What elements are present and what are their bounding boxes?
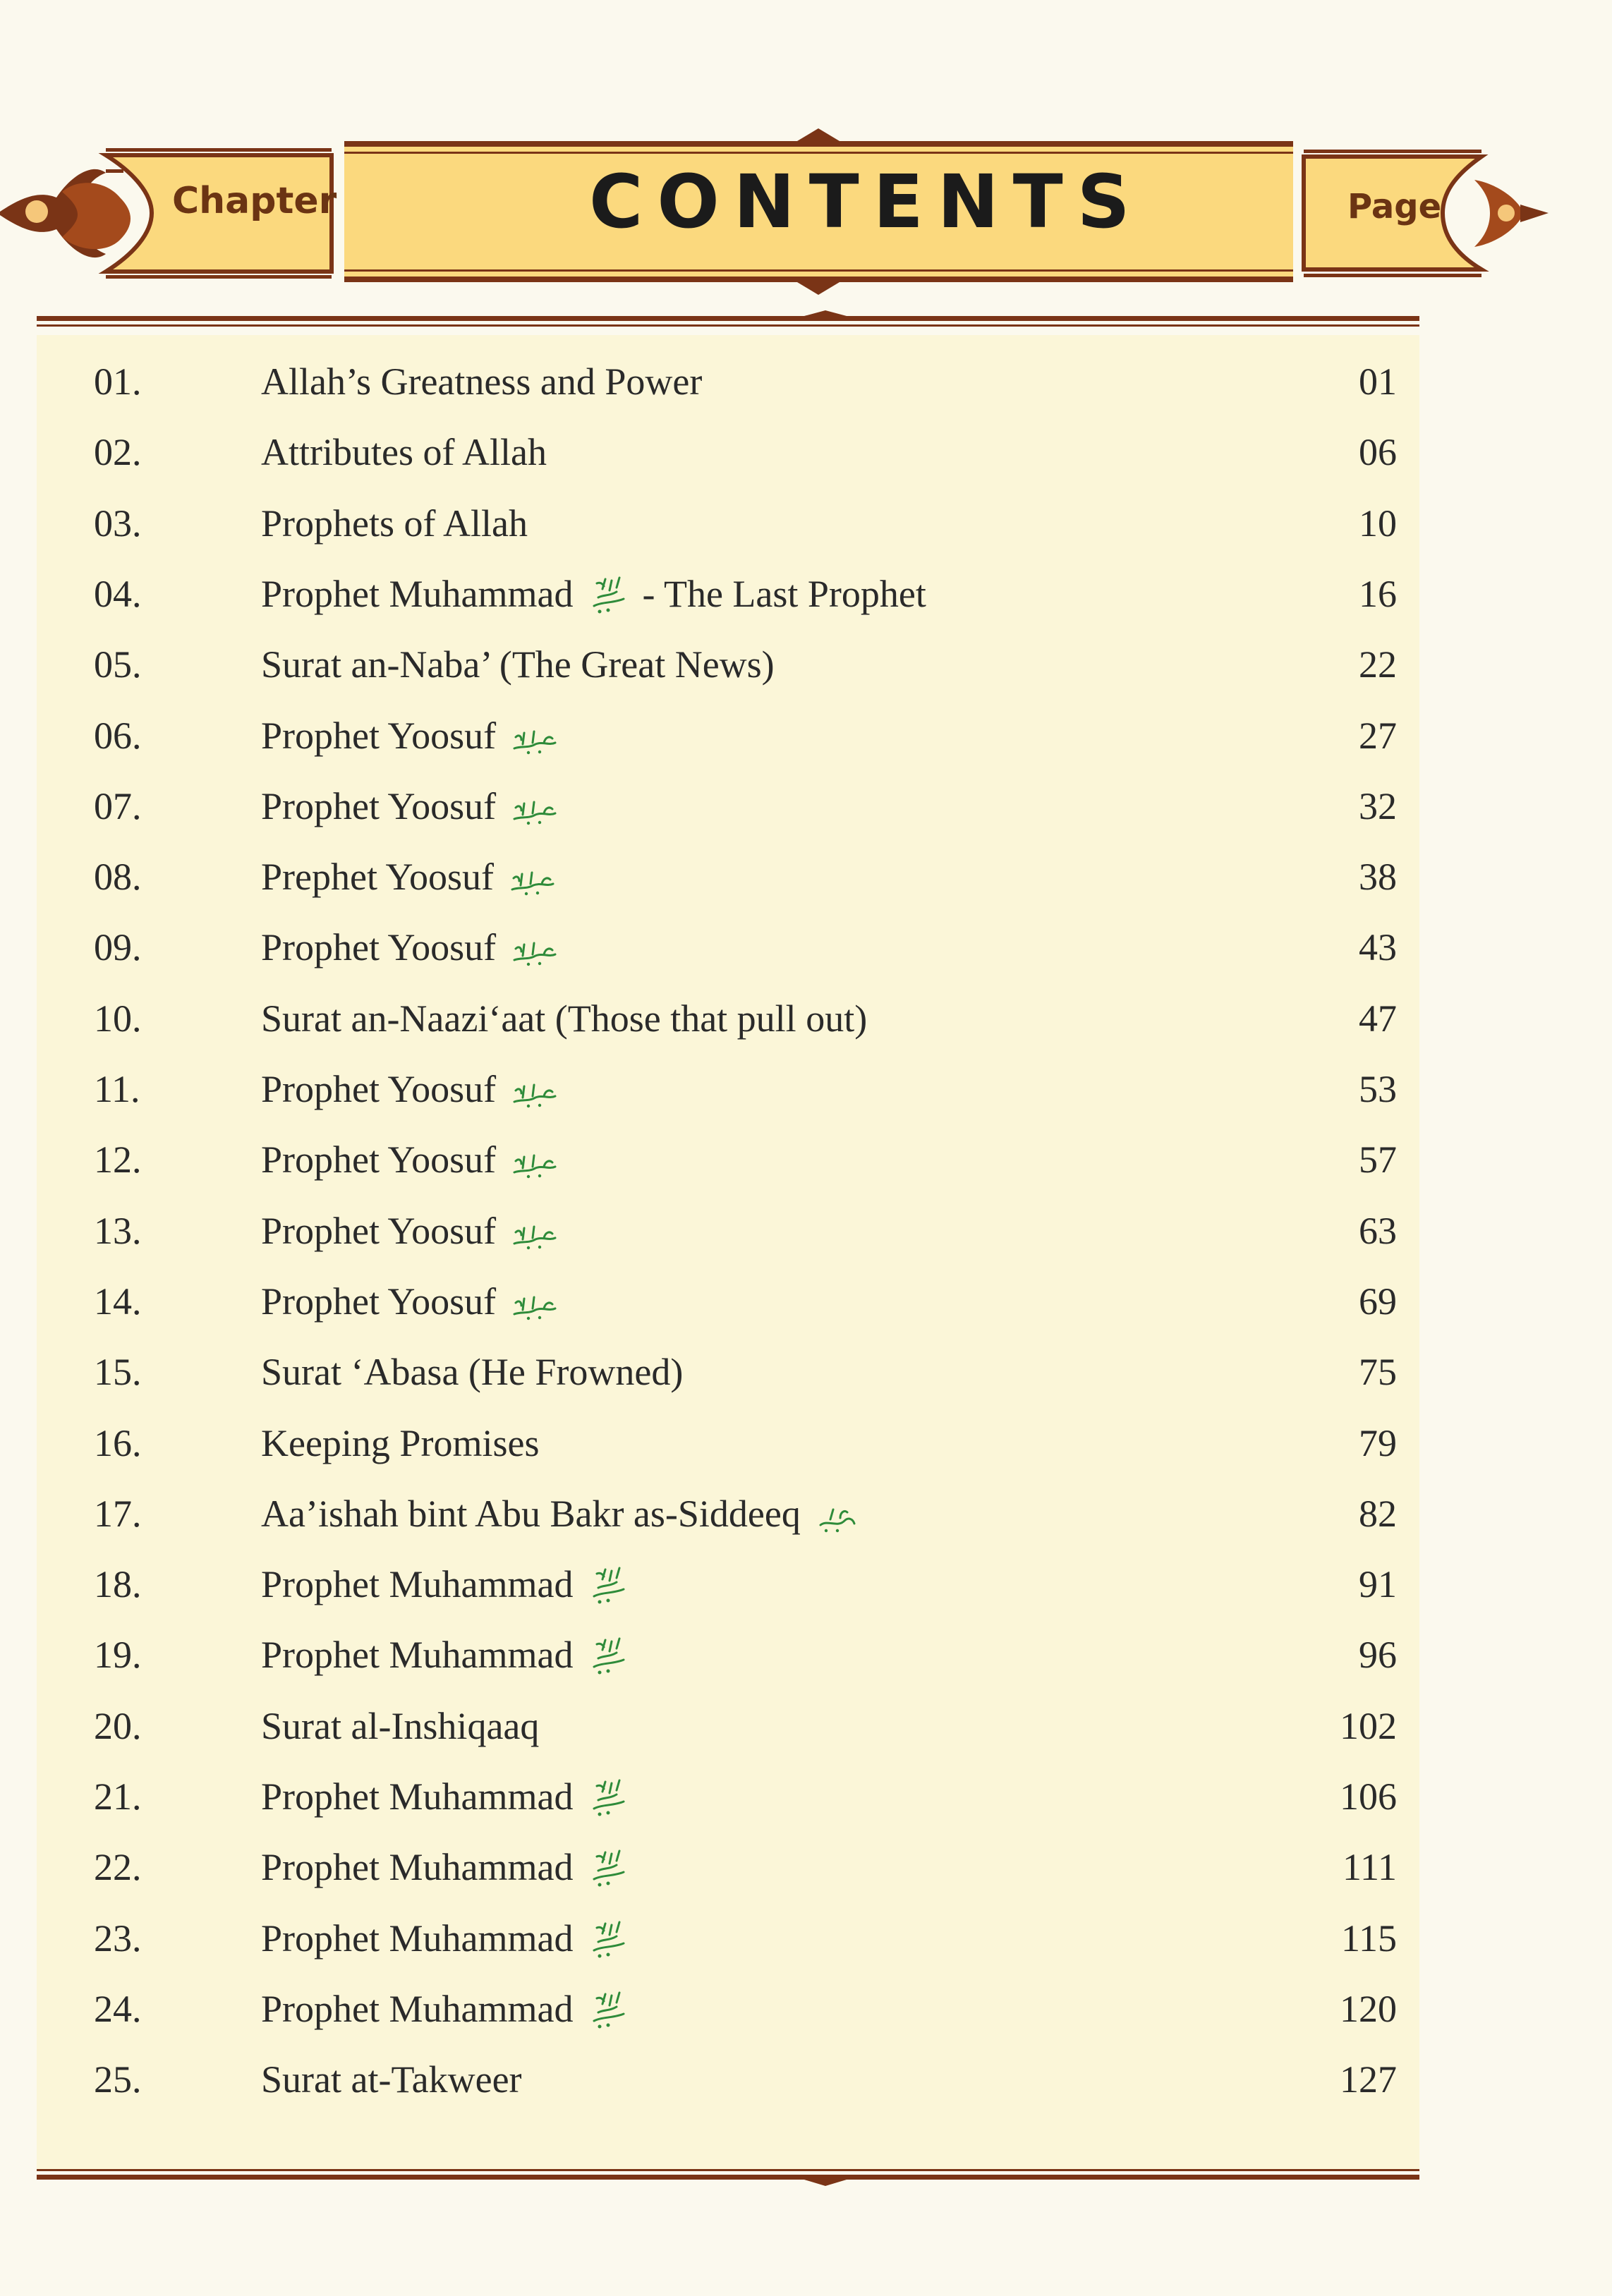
chapter-title: [261, 1917, 629, 1963]
chapter-number: 02.: [94, 431, 142, 473]
chapter-title: [261, 1775, 629, 1821]
page-number: 69: [1359, 1280, 1397, 1323]
page-number: 127: [1340, 2058, 1397, 2101]
chapter-number: 06.: [94, 715, 142, 757]
salallahu-icon: [588, 573, 629, 614]
toc-row: [0, 572, 1612, 643]
chapter-title-text: Prophet Yoosuf: [261, 926, 497, 968]
chapter-number: 25.: [94, 2058, 142, 2101]
chapter-number: 18.: [94, 1563, 142, 1605]
toc-row: [0, 1067, 1612, 1138]
chapter-number: 15.: [94, 1351, 142, 1393]
page-number: 16: [1359, 573, 1397, 615]
chapter-title-text: Prephet Yoosuf: [261, 856, 495, 898]
toc-row: [0, 784, 1612, 855]
chapter-number: 11.: [94, 1068, 140, 1110]
toc-row: [0, 502, 1612, 572]
chapter-number: 08.: [94, 856, 142, 898]
chapter-title: [261, 1280, 558, 1323]
toc-row: [0, 1704, 1612, 1775]
chapter-title-text: Prophet Muhammad: [261, 1563, 574, 1605]
chapter-number: 19.: [94, 1634, 142, 1676]
page-number: 32: [1359, 785, 1397, 827]
chapter-title: [261, 1138, 558, 1182]
chapter-title: [261, 2058, 522, 2101]
page-number: 47: [1359, 997, 1397, 1040]
chapter-title: [261, 1350, 683, 1394]
chapter-number: 12.: [94, 1138, 142, 1181]
salallahu-icon: [588, 1634, 629, 1675]
chapter-number: 24.: [94, 1988, 142, 2030]
toc-row: [0, 360, 1612, 430]
chapter-title-suffix: - The Last Prophet: [642, 573, 926, 615]
alayhis-salam-icon: [511, 1151, 558, 1179]
alayhis-salam-icon: [509, 868, 556, 897]
toc-row: [0, 1987, 1612, 2058]
chapter-title-text: Prophet Muhammad: [261, 1917, 574, 1960]
salallahu-icon: [588, 1776, 629, 1817]
chapter-number: 23.: [94, 1917, 142, 1960]
toc-row: [0, 1209, 1612, 1280]
chapter-title-text: Prophet Yoosuf: [261, 1280, 497, 1323]
chapter-title: [261, 1704, 539, 1748]
alayhis-salam-icon: [511, 1222, 558, 1251]
chapter-title: [261, 855, 556, 899]
page-number: 27: [1359, 715, 1397, 757]
chapter-number: 01.: [94, 360, 142, 403]
chapter-title: [261, 997, 867, 1040]
toc-row: [0, 1562, 1612, 1633]
chapter-title: [261, 714, 558, 758]
chapter-title-text: Prophet Yoosuf: [261, 785, 497, 827]
chapter-title-text: Prophet Muhammad: [261, 573, 574, 615]
chapter-title-text: Surat an-Naba’ (The Great News): [261, 643, 775, 686]
chapter-number: 09.: [94, 926, 142, 968]
chapter-title-text: Prophet Muhammad: [261, 1775, 574, 1818]
toc-row: [0, 997, 1612, 1067]
page-number: 106: [1340, 1775, 1397, 1818]
toc-row: [0, 714, 1612, 784]
page-number: 43: [1359, 926, 1397, 968]
chapter-number: 03.: [94, 502, 142, 545]
alayhis-salam-icon: [511, 1293, 558, 1321]
page-number: 115: [1341, 1917, 1397, 1960]
page-number: 102: [1340, 1705, 1397, 1747]
page-number: 82: [1359, 1493, 1397, 1535]
page-number: 06: [1359, 431, 1397, 473]
page-number: 57: [1359, 1138, 1397, 1181]
chapter-title-text: Allah’s Greatness and Power: [261, 360, 703, 403]
chapter-number: 10.: [94, 997, 142, 1040]
chapter-title-text: Prophet Yoosuf: [261, 1210, 497, 1252]
chapter-number: 05.: [94, 643, 142, 686]
toc-row: [0, 1492, 1612, 1562]
chapter-title: [261, 1492, 857, 1536]
chapter-title: [261, 1987, 629, 2034]
contents-header: [0, 113, 1612, 296]
chapter-title-text: Prophet Muhammad: [261, 1988, 574, 2030]
alayhis-salam-icon: [511, 1081, 558, 1109]
toc-row: [0, 925, 1612, 996]
chapter-title: [261, 360, 702, 403]
chapter-title-text: Surat al-Inshiqaaq: [261, 1705, 540, 1747]
top-divider: [0, 310, 1612, 339]
chapter-number: 21.: [94, 1775, 142, 1818]
page-number: 120: [1340, 1988, 1397, 2030]
toc-row: [0, 430, 1612, 501]
chapter-title-text: Surat an-Naazi‘aat (Those that pull out): [261, 997, 868, 1040]
salallahu-icon: [588, 1918, 629, 1959]
chapter-title-text: Prophet Muhammad: [261, 1846, 574, 1888]
chapter-title: [261, 1209, 558, 1253]
toc-row: [0, 1775, 1612, 1845]
toc-row: [0, 855, 1612, 925]
toc-row: [0, 1633, 1612, 1703]
page-number: 75: [1359, 1351, 1397, 1393]
toc-row: [0, 1845, 1612, 1916]
chapter-title: [261, 1067, 558, 1111]
chapter-title: [261, 925, 558, 969]
chapter-number: 20.: [94, 1705, 142, 1747]
page-number: 10: [1359, 502, 1397, 545]
alayhis-salam-icon: [511, 727, 558, 755]
toc-row: [0, 1421, 1612, 1492]
chapter-title: [261, 643, 775, 686]
page-number: 63: [1359, 1210, 1397, 1252]
toc-row: [0, 1917, 1612, 1987]
chapter-title-text: Prophets of Allah: [261, 502, 528, 545]
chapter-title-text: Prophet Muhammad: [261, 1634, 574, 1676]
chapter-number: 07.: [94, 785, 142, 827]
chapter-title: [261, 430, 547, 474]
chapter-title-text: Surat at-Takweer: [261, 2058, 522, 2101]
page-number: 38: [1359, 856, 1397, 898]
toc-row: [0, 1138, 1612, 1208]
toc-row: [0, 2058, 1612, 2128]
alayhis-salam-icon: [511, 939, 558, 967]
chapter-title: [261, 1845, 629, 1892]
alayhis-salam-icon: [511, 798, 558, 826]
chapter-title: [261, 502, 528, 545]
radiallahu-anha-icon: [816, 1502, 857, 1533]
chapter-number: 22.: [94, 1846, 142, 1888]
page-title: CONTENTS: [589, 159, 1144, 245]
salallahu-icon: [588, 1847, 629, 1888]
chapter-column-label: Chapter: [172, 180, 337, 222]
page-number: 79: [1359, 1422, 1397, 1464]
chapter-title-text: Prophet Yoosuf: [261, 1138, 497, 1181]
chapter-title-text: Keeping Promises: [261, 1422, 540, 1464]
page-number: 22: [1359, 643, 1397, 686]
page-number: 96: [1359, 1634, 1397, 1676]
page-number: 111: [1343, 1846, 1397, 1888]
chapter-title-text: Attributes of Allah: [261, 431, 547, 473]
chapter-title: [261, 1562, 629, 1609]
chapter-number: 14.: [94, 1280, 142, 1323]
page-column-label: Page: [1347, 187, 1442, 226]
page-number: 53: [1359, 1068, 1397, 1110]
salallahu-icon: [588, 1988, 629, 2029]
bottom-divider: [0, 2162, 1612, 2190]
chapter-number: 04.: [94, 573, 142, 615]
chapter-title-text: Prophet Yoosuf: [261, 715, 497, 757]
chapter-title-text: Surat ‘Abasa (He Frowned): [261, 1351, 684, 1393]
toc-row: [0, 643, 1612, 713]
chapter-title: [261, 1633, 629, 1680]
page-number: 91: [1359, 1563, 1397, 1605]
salallahu-icon: [588, 1564, 629, 1605]
toc-row: [0, 1350, 1612, 1421]
chapter-number: 13.: [94, 1210, 142, 1252]
page-number: 01: [1359, 360, 1397, 403]
chapter-title: [261, 572, 926, 619]
chapter-title: [261, 784, 558, 828]
chapter-number: 16.: [94, 1422, 142, 1464]
chapter-number: 17.: [94, 1493, 142, 1535]
chapter-title-text: Aa’ishah bint Abu Bakr as-Siddeeq: [261, 1493, 801, 1535]
chapter-title-text: Prophet Yoosuf: [261, 1068, 497, 1110]
toc-row: [0, 1280, 1612, 1350]
chapter-title: [261, 1421, 539, 1465]
